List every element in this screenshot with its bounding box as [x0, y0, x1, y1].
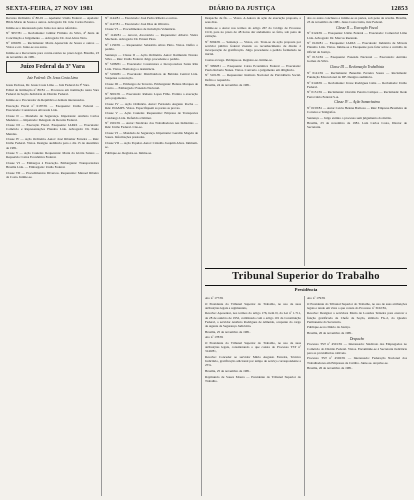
- paragraph: Intime-se a Recorrente para contra-razões no prazo legal. Brasília, 23 de novembro de 1981.: [6, 51, 99, 60]
- column-divider: [304, 296, 305, 496]
- tst-column-right: [307, 296, 407, 372]
- paragraph: Publique-se no Diário da Justiça.: [307, 325, 351, 330]
- paragraph: Jesus Pedrosa, Dr. Jesus Costa Lima — Juiz Federal da 3ª Vara.: [6, 82, 90, 87]
- paragraph: Nº 3057/81 — Reclamante: Gilmar Firmino da Silva, 4ª Junta de Conciliação e Julgamento — Advogado: Dr. José Alves Neto.: [6, 31, 99, 40]
- paragraph: Classe II — Mandado de Segurança. Impetrante: Antônio Carlos Medeiros — Impetrado: Delegado da Receita Federal.: [6, 113, 99, 122]
- header-page-number: 12853: [391, 4, 408, 12]
- paragraph: Nº 0126/81 — Exequente: IAPAS — Executado: Indústria de Móveis Planalto Ltda. Vistos. Intime-se a Exequente para falar sobre a certidão do Oficial de Justiça.: [307, 41, 407, 54]
- paragraph: O Presidente do Tribunal Superior do Trabalho, no uso de suas atribuições legais e regimentais,: [205, 301, 301, 310]
- column-1: [6, 16, 99, 181]
- paragraph: Nº 0158/81 — Autor: Lúcia Helena Barbosa — Réu: Empresa Brasileira de Correios e Telégrafos.: [307, 105, 407, 114]
- tst-column-left: [205, 296, 301, 384]
- paragraph: Nº 3094/81 — Sentença — Vistos, etc. Trata-se de ação proposta por servidor público federal visando ao reconhecimento de direito à incorporação de gratificação. Julgo procedente o pedido formulado na inicial.: [205, 39, 301, 57]
- paragraph: Classe III — Embargos de Terceiro. Embargante: Helena Marques de Castro — Embargado: Fazenda Nacional.: [105, 82, 198, 91]
- paragraph: Classe VI — Embargos à Execução. Embargante: Transportadora Brasília Ltda. — Embargado: União Federal.: [6, 161, 99, 170]
- paragraph: Nº 1147/81 — Executado: José Dias de Oliveira.: [105, 21, 170, 26]
- paragraph: Nº 5188/81 — Executado: Construtora e Incorporadora Santa Rita Ltda. Vistos. Homologo a desistência.: [105, 62, 198, 71]
- paragraph: Brasília, 25 de novembro de 1981.: [205, 329, 251, 334]
- paragraph: Classe IV — Ação Ordinária. Autor: José Ribamar Ferreira — Réu: União Federal. Vistos. Designo audiência para o dia 15 de dezembro de 1981.: [6, 137, 99, 150]
- paragraph: Processo TST nº 4502/81 — Interessado: Federação Nacional dos Trabalhadores em Empresas de Crédito. Junte-se. Arquive-se.: [307, 356, 407, 365]
- paragraph: Nº 0146/81 — Reclamante: Ivone Rodrigues Lima — Reclamada: União Federal.: [307, 80, 407, 89]
- paragraph: Nº 1149/81 — Avocat, Avocatória — Requerente: Alberto Vieira Machado. Advogado: Dr. Ernani Pires.: [105, 32, 198, 42]
- paragraph: Nº 0141/81 — Reclamante: Benedito Ferreira Souza — Reclamada: Fundação Educacional do DF. Designo audiência.: [307, 70, 407, 79]
- paragraph: Sentença — Julgo extinto o processo sem julgamento do mérito.: [307, 115, 392, 120]
- paragraph: Intime-se o interessado pelo Juízo nos autos referidos.: [6, 25, 78, 30]
- paragraph: Execução Fiscal nº 0187/81 — Exequente: União Federal — Executado: Construtora Alvorada Ltda.: [6, 103, 99, 112]
- column-divider: [201, 16, 202, 496]
- paragraph: Brasília, 26 de novembro de 1981.: [307, 366, 353, 371]
- paragraph: Edital de Intimação nº 80/81 — Processos em tramitação nesta Vara Federal da Seção Judiciária do Distrito Federal.: [6, 88, 99, 97]
- paragraph: Brasília, 24 de novembro de 1981.: [205, 83, 251, 88]
- paragraph: Publique-se. Registre-se. Intime-se.: [105, 150, 152, 155]
- header-date: SEXTA-FEIRA, 27 NOV 1981: [6, 4, 94, 12]
- paragraph: Classe V — Ação Cautelar. Requerente: Empresa de Transportes Candango Ltda. Deferida a liminar.: [105, 111, 198, 120]
- paragraph: Ato nº 179/81: [307, 296, 326, 300]
- paragraph: Classe VII — Procedimentos Diversos. Requerente: Manoel Ribeiro da Costa. Intime-se.: [6, 170, 99, 180]
- paragraph: Classe IV — Ação Ordinária. Autor: Fernando Augusto Rocha — Réu: INAMPS. Vistos. Especifiquem as partes as provas.: [105, 101, 198, 110]
- paragraph: Nº 1901/81 — Autor: Sindicato dos Trabalhadores nas Indústrias — Réu: União Federal. Cite-se.: [105, 121, 198, 130]
- paragraph: Classe VII — Ação Popular. Autor: Cidadão Joaquim Alves. Intimem-se.: [105, 140, 198, 150]
- paragraph: Intime-se o Procurador da República e demais interessados.: [6, 98, 85, 103]
- paragraph: Resolve: Conceder ao servidor Mário Augusto Ferreira, Técnico Judiciário, gratificação adicional por tempo de serviço correspondente a 25%.: [205, 354, 301, 368]
- paragraph: Despacho de fls. — Vistos. A Autora da ação de execução proposta, a seus dias.: [205, 16, 301, 25]
- header-journal-title: DIÁRIO DA JUSTIÇA: [208, 4, 276, 12]
- paragraph: Resolve: Designar a servidora Maria de Lourdes Teixeira para exercer a função gratificada de Chefe de Seção, símbolo FG-2, do Quadro Permanente da Secretaria.: [307, 311, 407, 324]
- paragraph: Intime-se o Autor nos termos do artigo 267 do Código de Processo Civil, para no prazo de 48 horas dar andamento ao feito, sob pena de extinção.: [205, 25, 301, 39]
- paragraph: Classe VI — Procedimentos de Jurisdição Voluntária.: [105, 27, 176, 32]
- paragraph: Nº 0151/81 — Reclamante: Osvaldo Pereira Campos — Reclamada: Rede Ferroviária Federal S.A.: [307, 90, 407, 99]
- paragraph: Processo TST nº 4501/81 — Interessado: Sindicato dos Empregados no Comércio do Distrito Federal. Vistos. Encaminhe-se à Secretaria Judiciária para as providências cabíveis.: [307, 342, 407, 355]
- paragraph: Brasília, 23 de novembro de 1981. Luiz Carlos Costa, Diretor de Secretaria.: [307, 121, 407, 130]
- class-heading: Classe II — Execução Fiscal: [336, 25, 378, 30]
- paragraph: Brasília, 26 de novembro de 1981.: [307, 331, 353, 336]
- paragraph: Classe V — Ação Cautelar. Requerente: Maria da Glória Santos — Requerido: Caixa Econômica Federal.: [6, 151, 99, 160]
- paragraph: Nº 1144/81 — Executado: José Pedro Ribeiro e outros.: [105, 16, 178, 20]
- paragraph: Classe III — Execução Fiscal. Exequente: IAPAS — Executado: Comércio e Representações Planalto Ltda. Advogado: Dr. Paulo Mendes.: [6, 123, 99, 136]
- tst-section-title: Tribunal Superior do Trabalho: [205, 268, 407, 286]
- column-4: [307, 16, 407, 131]
- page-header: [6, 2, 408, 15]
- paragraph: Ato nº 178/81: [205, 335, 224, 340]
- paragraph: O Presidente do Tribunal Superior do Trabalho, no uso de suas atribuições legais e tendo em vista o que consta do Processo nº 3102/81,: [307, 301, 407, 310]
- paragraph: Brasília, 25 de novembro de 1981.: [205, 368, 251, 373]
- paragraph: Nº 0131/81 — Exequente: Fazenda Nacional — Executado: Antônio Gomes da Silva.: [307, 55, 407, 64]
- paragraph: Nº 3101/81 — Requerente: Instituto Nacional de Previdência Social. Defiro o requerido.: [205, 73, 301, 82]
- column-2: [105, 16, 198, 156]
- class-heading: Classe III — Reclamação Trabalhista: [329, 65, 385, 70]
- paragraph: Nº 1060/81 — Reclamante: Maria Aparecida de Souza e outros — Vistos e etc. Junte-se aos autos.: [6, 41, 99, 50]
- paragraph: Nº 5190/81 — Executado: Distribuidora de Bebidas Central Ltda. Suspensa a execução.: [105, 72, 198, 81]
- class-heading: Despacho: [349, 336, 365, 341]
- paragraph: Recurso Ordinário nº 80-01 — Apelante: União Federal — Apelado: Hilda Maria de Souza e outros. Advogado: Dr. João Carlos Pereira.: [6, 16, 99, 25]
- paragraph: dos os autos conclusos e intime-se as partes, sob pena de revelia. Brasília, 23 de novembro de 1981. Jesus Costa Lima, Juiz Federal.: [307, 16, 407, 25]
- paragraph: Classe VI — Mandado de Segurança. Impetrante: Geraldo Magela de Souza. Informações prestadas.: [105, 131, 198, 140]
- paragraph: Nº 1150/81 — Requerente: Sebastião Alves Pinto. Vistos. Defiro o pedido.: [105, 42, 198, 51]
- section-title: Juízo Federal da 3ª Vara: [6, 61, 99, 73]
- class-heading: Classe IV — Ação Sumaríssima: [334, 100, 380, 105]
- column-divider: [101, 16, 102, 496]
- section-subtitle: Juiz Federal: Dr. Jesus Costa Lima: [27, 76, 78, 81]
- paragraph: Ato nº 177/81: [205, 296, 224, 300]
- paragraph: Nº 3096/81 — Exequente: Caixa Econômica Federal — Executado: Paulo Roberto Nunes. Vistos. Converto o julgamento em diligência.: [205, 63, 301, 72]
- paragraph: O Presidente do Tribunal Superior do Trabalho, no uso de suas atribuições legais, considerando o que consta do Processo TST nº 3140/81,: [205, 340, 301, 354]
- paragraph: Raymundo de Souza Moura — Presidente do Tribunal Superior do Trabalho.: [205, 374, 301, 383]
- paragraph: Sentença — Classe II — Ação Ordinária. Autor: Raimundo Nonato Silva — Réu: União Federal. Julgo procedente o pedido.: [105, 52, 198, 61]
- paragraph: Nº 3001/81 — Executado: Rubens Lopes Filho. Extinta a execução pelo pagamento.: [105, 91, 198, 100]
- paragraph: Custas ex lege. Publique-se. Registre-se. Intime-se.: [205, 57, 273, 62]
- presidencia-heading: Presidência: [294, 287, 318, 292]
- column-3: [205, 16, 301, 89]
- column-divider: [304, 16, 305, 266]
- paragraph: Resolve: Aposentar, nos termos do artigo 176, item II, da Lei nº 1.711, de 28 de outubro de 1952, combinado com o artigo 101 da Constituição Federal, o servidor Antônio Rodrigues de Almeida, ocupante do cargo de Agente de Segurança Judiciária.: [205, 311, 301, 328]
- paragraph: Nº 0124/81 — Exequente: União Federal — Executado: Comercial Lima Ltda. Advogado: Dr. Marcos Rezende.: [307, 31, 407, 40]
